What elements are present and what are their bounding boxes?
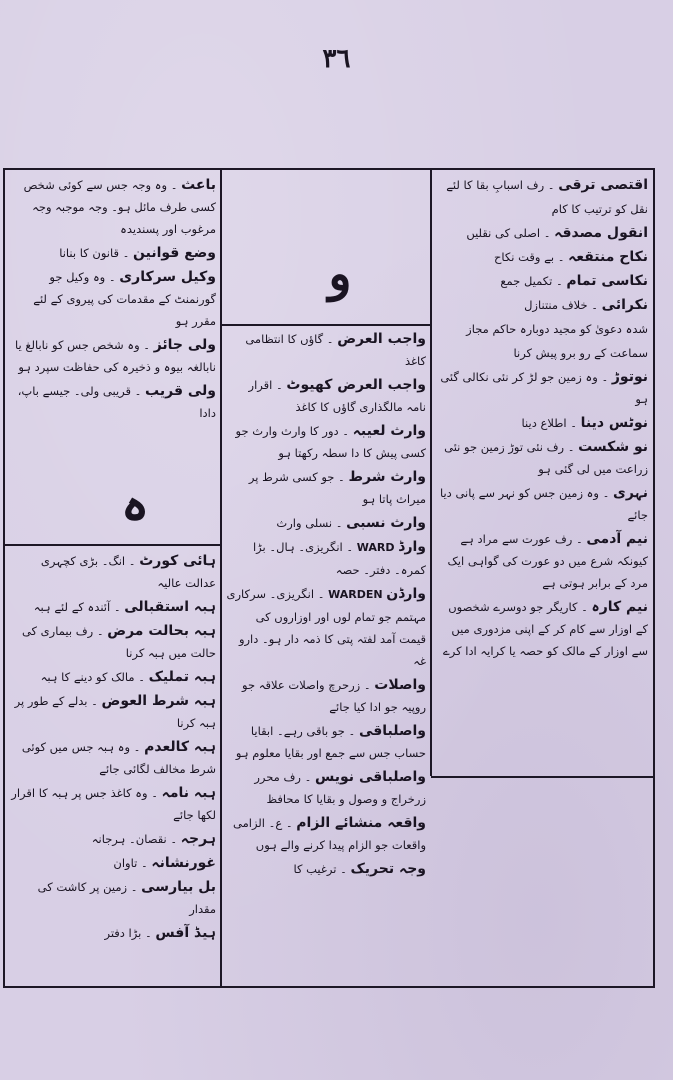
entry: نکرائی ۔ خلاف منتنازل (524, 297, 648, 313)
section-letter-heh: ہ (120, 476, 150, 532)
entry: واجب العرض کھیوٹ ۔ اقرار نامہ مالگذاری گاؤں کا کاغذ (248, 377, 426, 414)
divider-middle-top (221, 324, 431, 326)
entry: ولی قریب ۔ قریبی ولی۔ جیسے باپ، دادا (17, 383, 216, 420)
entry: ہیڈ آفس ۔ بڑا دفتر (104, 925, 216, 941)
entry: وارث شرط ۔ جو کسی شرط پر میراث پاتا ہو (248, 469, 426, 506)
entry: ہرجہ ۔ نقصان۔ ہرجانہ (91, 831, 216, 847)
entry: وارث نسبی ۔ نسلی وارث (276, 515, 426, 531)
entry: ولی جائز ۔ وہ شخص جس کو نابالغ یا نابالغہ بیوہ و ذخیرہ کی حفاظت سپرد ہو (14, 337, 216, 374)
entry: شدہ دعویٰ کو مجید دوبارہ حاکم مجاز (466, 322, 648, 336)
entry: بل بیارسی ۔ زمین پر کاشت کی مقدار (37, 879, 216, 916)
entry: نوٹس دینا ۔ اطلاع دینا (521, 415, 648, 431)
entry: نیم کارہ ۔ کاریگر جو دوسرے شخصوں کے اوزار سے کام کر کے اپنی مزدوری میں سے اوزار کے مالک کو حصہ یا کرایہ ادا کرے (443, 599, 648, 658)
entry: ہائی کورٹ ۔ انگ۔ بڑی کچہری عدالت عالیہ (40, 553, 216, 590)
entry: وارڈ WARD ۔ انگریزی۔ ہال۔ بڑا کمرہ۔ دفتر۔ حصہ (252, 539, 426, 577)
entry: غورنشانہ ۔ تاوان (113, 855, 216, 871)
entry: وجہ تحریک ۔ ترغیب کا (293, 861, 426, 877)
entry: ہبہ کالعدم ۔ وہ ہبہ جس میں کوئی شرط مخالف لگائی جائے (21, 739, 216, 776)
page-number: ٣٦ (322, 44, 351, 74)
entry: باعث ۔ وہ وجہ جس سے کوئی شخص کسی طرف مائل ہو۔ وجہ موجبہ وجہ مرغوب اور پسندیدہ (23, 177, 216, 236)
entry: واصلباقی ۔ جو باقی رہے۔ ابقایا حساب جس سے جمع اور بقایا معلوم ہو (235, 723, 426, 760)
entry: وضع قوانین ۔ قانون کا بنانا (59, 245, 216, 261)
entry: نکاسی تمام ۔ تکمیل جمع (500, 273, 648, 289)
entry: وکیل سرکاری ۔ وہ وکیل جو گورنمنٹ کے مقدمات کی پیروی کے لئے مقرر ہو (33, 269, 216, 328)
column-left-top (8, 174, 216, 474)
entry: نوتوڑ ۔ وہ زمین جو لڑ کر نئی نکالی گئی ہو (440, 369, 648, 406)
entry: اقتصی ترقی ۔ رف اسبابِ بقا کا لئے (446, 177, 648, 193)
entry: وارڈن WARDEN ۔ انگریزی۔ سرکاری مہتمم جو تمام لوں اور اوزاروں کی قیمت آمد لفتہ پتی کا ذمہ دار ہو۔ دارو غہ (226, 586, 426, 668)
entry: ہبہ بحالت مرض ۔ رف بیماری کی حالت میں ہبہ کرنا (21, 623, 216, 660)
entry: انقول مصدقہ ۔ اصلی کی نقلیں (466, 225, 648, 241)
entry: واجب العرض ۔ گاؤں کا انتظامی کاغذ (245, 331, 426, 368)
entry: واقعہ منشائے الزام ۔ ع۔ الزامی واقعات جو الزام پیدا کرنے والے ہوں (233, 815, 426, 852)
divider-right (430, 170, 432, 776)
divider-left-mid (4, 544, 221, 546)
entry: وارث لعیبہ ۔ دور کا وارث وارث جو کسی پیش کا دا سطہ رکھتا ہو (235, 423, 426, 460)
entry: ہبہ نامہ ۔ وہ کاغذ جس پر ہبہ کا اقرار لکھا جائے (11, 785, 216, 822)
entry: ہبہ استقبالی ۔ آئندہ کے لئے ہبہ (33, 599, 216, 615)
entry: نقل کو ترتیب کا کام (551, 202, 648, 216)
entry: واصلات ۔ زرحرچ واصلات علاقہ جو روپیہ جو ادا کیا جائے (242, 677, 426, 714)
entry: نہری ۔ وہ زمین جس کو نہر سے پانی دیا جائے (439, 485, 648, 522)
section-letter-waw: و (328, 246, 352, 302)
entry: نکاح منتقعہ ۔ بے وقت نکاح (493, 249, 648, 265)
entry: ہبہ شرط العوض ۔ بدلے کے طور پر ہبہ کرنا (14, 693, 216, 730)
column-left-bottom (8, 550, 216, 982)
column-middle (226, 328, 426, 982)
entry: سماعت کے رو برو پیش کرنا (513, 346, 648, 360)
entry: واصلباقی نویس ۔ رف محرر زرخراج و وصول و بقایا کا محافظ (254, 769, 426, 806)
entry: نیم آدمی ۔ رف عورت سے مراد ہے کیونکہ شرع میں دو عورت کی گواہی ایک مرد کے برابر ہوتی ہے (447, 531, 648, 590)
divider-right-bottom (431, 776, 653, 778)
column-right (436, 174, 648, 772)
entry: ہبہ تملیک ۔ مالک کو دینے کا ہبہ (40, 669, 216, 685)
entry: نو شکست ۔ رف نئی توڑ زمین جو نئی زراعت میں لی گئی ہو (444, 439, 648, 476)
divider-left (220, 170, 222, 986)
